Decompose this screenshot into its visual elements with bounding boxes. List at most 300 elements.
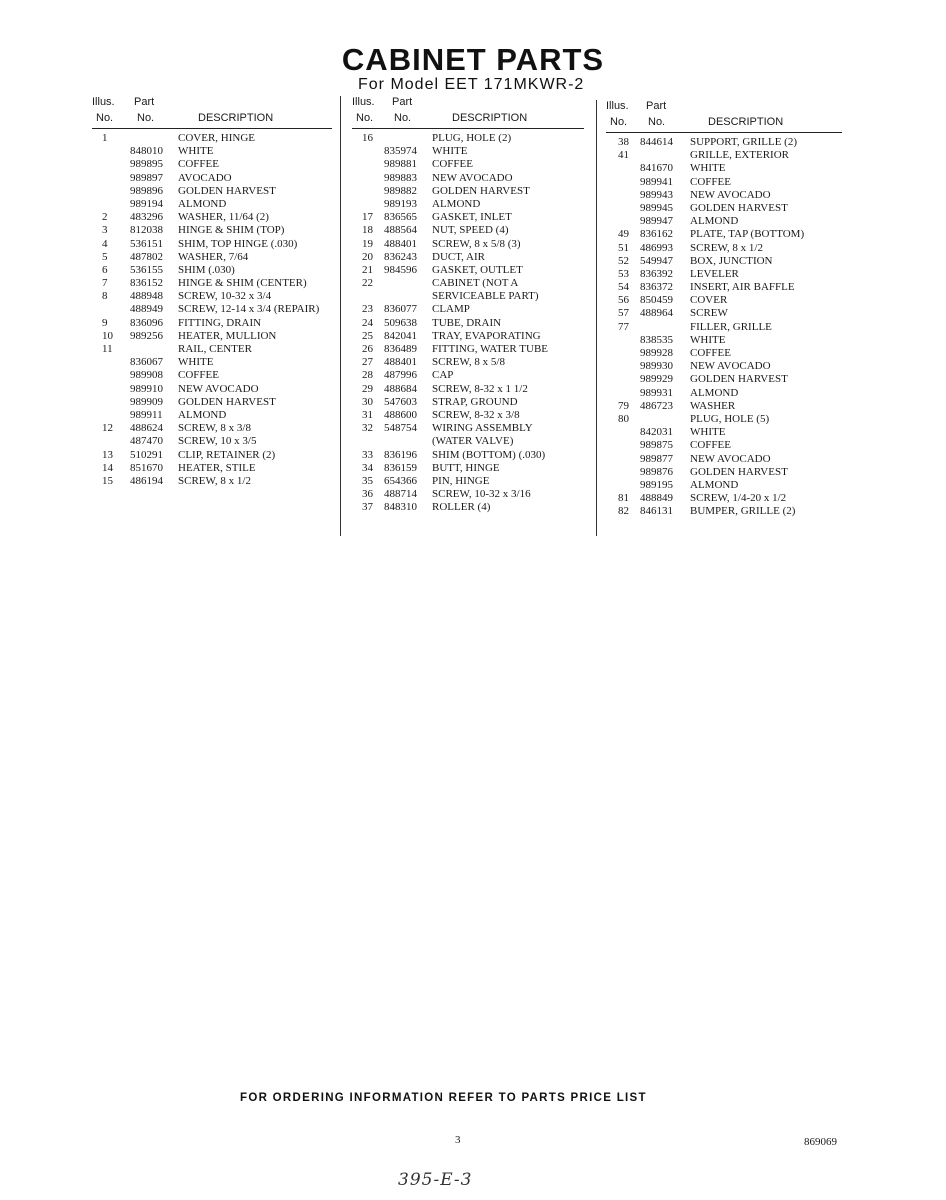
header-illus: Illus.	[606, 100, 629, 112]
table-row	[92, 317, 332, 330]
part-description: ALMOND	[178, 408, 227, 421]
illus-number: 57	[618, 307, 629, 320]
table-row	[92, 330, 332, 343]
illus-number: 15	[102, 474, 113, 487]
table-row	[352, 224, 584, 237]
part-description: COFFEE	[690, 439, 731, 452]
table-row	[92, 369, 332, 382]
table-row	[606, 189, 842, 202]
part-number: 483296	[130, 211, 163, 224]
part-description: WHITE	[178, 356, 214, 369]
part-description: NEW AVOCADO	[690, 452, 771, 465]
part-description: CLAMP	[432, 303, 470, 316]
illus-number: 35	[362, 474, 373, 487]
part-number: 989908	[130, 369, 163, 382]
table-row	[92, 356, 332, 369]
part-description: SCREW, 8 x 3/8	[178, 422, 251, 435]
illus-number: 3	[102, 224, 108, 237]
illus-number: 30	[362, 395, 373, 408]
part-number: 488949	[130, 303, 163, 316]
part-description: AVOCADO	[178, 171, 232, 184]
table-row	[606, 505, 842, 518]
column-divider	[340, 96, 341, 536]
illus-number: 53	[618, 267, 629, 280]
part-description: GOLDEN HARVEST	[178, 395, 276, 408]
table-row	[92, 449, 332, 462]
illus-number: 37	[362, 501, 373, 514]
illus-number: 1	[102, 132, 108, 144]
part-description: STRAP, GROUND	[432, 395, 518, 408]
part-description: ALMOND	[432, 197, 481, 210]
part-description: ALMOND	[690, 478, 739, 491]
table-row	[352, 449, 584, 462]
illus-number: 36	[362, 488, 373, 501]
part-description: SCREW, 10 x 3/5	[178, 435, 257, 448]
part-number: 487996	[384, 369, 417, 382]
illus-number: 4	[102, 237, 108, 250]
part-description: GOLDEN HARVEST	[178, 184, 276, 197]
illus-number: 34	[362, 461, 373, 474]
table-row	[92, 264, 332, 277]
illus-number: 38	[618, 136, 629, 148]
part-description: GASKET, OUTLET	[432, 263, 523, 276]
table-row	[92, 475, 332, 488]
part-description: FILLER, GRILLE	[690, 320, 772, 333]
illus-number: 13	[102, 448, 113, 461]
part-description: CABINET (NOT A	[432, 277, 519, 290]
part-description: SCREW, 8 x 1/2	[690, 241, 763, 254]
table-row	[606, 479, 842, 492]
column-divider	[596, 100, 597, 536]
part-description: COFFEE	[178, 158, 219, 171]
part-description: GOLDEN HARVEST	[432, 184, 530, 197]
column-header	[92, 96, 332, 129]
part-description: SHIM (.030)	[178, 263, 235, 276]
table-row	[606, 439, 842, 452]
part-number: 989195	[640, 478, 673, 491]
table-row	[606, 294, 842, 307]
part-description: COFFEE	[690, 175, 731, 188]
part-number: 536155	[130, 263, 163, 276]
part-description: SCREW, 8 x 5/8	[432, 356, 505, 369]
part-description: SCREW, 8-32 x 3/8	[432, 408, 520, 421]
table-row	[352, 172, 584, 185]
illus-number: 33	[362, 448, 373, 461]
part-number: 488600	[384, 408, 417, 421]
table-row	[92, 211, 332, 224]
part-number: 842031	[640, 426, 673, 439]
table-row	[352, 198, 584, 211]
part-description: HINGE & SHIM (CENTER)	[178, 277, 307, 290]
table-row	[352, 211, 584, 224]
part-number: 836096	[130, 316, 163, 329]
part-number: 989945	[640, 201, 673, 214]
part-description: COFFEE	[690, 347, 731, 359]
table-row	[606, 215, 842, 228]
table-row	[92, 383, 332, 396]
table-row	[92, 435, 332, 448]
part-number: 488684	[384, 382, 417, 395]
illus-number: 17	[362, 211, 373, 224]
part-number: 836565	[384, 211, 417, 224]
part-description: PIN, HINGE	[432, 474, 490, 487]
part-description: RAIL, CENTER	[178, 343, 252, 355]
table-row	[352, 330, 584, 343]
part-number: 850459	[640, 294, 673, 307]
handwritten-note: 395-E-3	[398, 1170, 473, 1190]
table-row	[352, 383, 584, 396]
illus-number: 6	[102, 263, 108, 276]
part-description: SCREW, 12-14 x 3/4 (REPAIR)	[178, 303, 320, 316]
illus-number: 20	[362, 250, 373, 263]
part-number: 989895	[130, 158, 163, 171]
part-number: 836392	[640, 267, 673, 280]
part-number: 488401	[384, 237, 417, 250]
part-number: 989929	[640, 373, 673, 386]
part-number: 989928	[640, 347, 673, 359]
part-description: WHITE	[178, 145, 214, 158]
part-description: WASHER, 11/64 (2)	[178, 211, 269, 224]
part-description: WHITE	[690, 162, 726, 175]
part-description: INSERT, AIR BAFFLE	[690, 281, 795, 294]
part-description: SCREW, 1/4-20 x 1/2	[690, 492, 787, 505]
part-number: 488714	[384, 488, 417, 501]
table-row	[606, 387, 842, 400]
column-header	[606, 100, 842, 133]
part-number: 984596	[384, 263, 417, 276]
part-description: DUCT, AIR	[432, 250, 485, 263]
part-description: BOX, JUNCTION	[690, 254, 773, 267]
illus-number: 8	[102, 290, 108, 303]
part-description: WIRING ASSEMBLY	[432, 422, 533, 435]
part-number: 842041	[384, 329, 417, 342]
part-description: LEVELER	[690, 267, 739, 280]
illus-number: 24	[362, 316, 373, 329]
part-number: 836152	[130, 277, 163, 290]
table-row	[606, 466, 842, 479]
part-description: WHITE	[432, 145, 468, 158]
part-number: 848310	[384, 501, 417, 514]
part-number: 488624	[130, 422, 163, 435]
header-part-no: No.	[648, 116, 666, 128]
illus-number: 49	[618, 228, 629, 241]
part-description: WHITE	[690, 426, 726, 439]
part-description: SCREW, 10-32 x 3/4	[178, 290, 272, 303]
part-number: 989911	[130, 408, 163, 421]
illus-number: 10	[102, 329, 113, 342]
table-row	[352, 277, 584, 290]
table-row	[92, 303, 332, 316]
table-row	[606, 334, 842, 347]
part-description: WASHER, 7/64	[178, 250, 249, 263]
table-row	[92, 145, 332, 158]
header-description: DESCRIPTION	[198, 112, 274, 124]
table-row	[606, 400, 842, 413]
illus-number: 25	[362, 329, 373, 342]
part-number: 838535	[640, 333, 673, 346]
header-part-no: No.	[137, 112, 155, 124]
illus-number: 56	[618, 294, 629, 307]
illus-number: 21	[362, 263, 373, 276]
part-number: 836372	[640, 281, 673, 294]
part-number: 989875	[640, 439, 673, 452]
ordering-info-footer: FOR ORDERING INFORMATION REFER TO PARTS PRICE LIST	[240, 1092, 647, 1104]
part-description: HINGE & SHIM (TOP)	[178, 224, 285, 237]
table-row	[606, 360, 842, 373]
illus-number: 54	[618, 281, 629, 294]
illus-number: 23	[362, 303, 373, 316]
part-description: BUMPER, GRILLE (2)	[690, 505, 796, 518]
model-subtitle: For Model EET 171MKWR-2	[358, 76, 585, 93]
part-description: CAP	[432, 369, 454, 382]
table-row	[92, 343, 332, 356]
part-description: HEATER, MULLION	[178, 329, 277, 342]
part-number: 989883	[384, 171, 417, 184]
table-row	[352, 145, 584, 158]
part-number: 487802	[130, 250, 163, 263]
table-row	[606, 373, 842, 386]
part-description: TRAY, EVAPORATING	[432, 329, 541, 342]
part-description: WHITE	[690, 333, 726, 346]
part-description: CLIP, RETAINER (2)	[178, 448, 276, 461]
part-number: 812038	[130, 224, 163, 237]
illus-number: 2	[102, 211, 108, 224]
part-number: 835974	[384, 145, 417, 158]
part-description: GOLDEN HARVEST	[690, 373, 788, 386]
part-number: 549947	[640, 254, 673, 267]
table-row	[606, 228, 842, 241]
illus-number: 51	[618, 241, 629, 254]
table-row	[92, 290, 332, 303]
part-number: 989930	[640, 360, 673, 373]
table-row	[352, 132, 584, 145]
part-description: GRILLE, EXTERIOR	[690, 149, 789, 162]
part-number: 841670	[640, 162, 673, 175]
illus-number: 82	[618, 505, 629, 518]
part-number: 654366	[384, 474, 417, 487]
table-row	[352, 264, 584, 277]
part-description: WASHER	[690, 399, 736, 412]
part-number: 836196	[384, 448, 417, 461]
illus-number: 41	[618, 149, 629, 162]
table-row	[352, 462, 584, 475]
table-row	[352, 185, 584, 198]
part-description: FITTING, WATER TUBE	[432, 343, 549, 355]
illus-number: 5	[102, 250, 108, 263]
part-number: 836489	[384, 343, 417, 355]
part-description: PLUG, HOLE (2)	[432, 132, 512, 144]
table-row	[92, 172, 332, 185]
illus-number: 19	[362, 237, 373, 250]
table-row	[92, 224, 332, 237]
part-description: ALMOND	[178, 197, 227, 210]
part-number: 488964	[640, 307, 673, 320]
part-number: 486194	[130, 474, 163, 487]
table-row	[606, 136, 842, 149]
table-row	[352, 488, 584, 501]
part-number: 846131	[640, 505, 673, 518]
illus-number: 9	[102, 316, 108, 329]
table-row	[92, 238, 332, 251]
table-row	[92, 185, 332, 198]
part-description: COVER, HINGE	[178, 132, 255, 144]
part-description: NEW AVOCADO	[690, 360, 771, 373]
table-row	[352, 238, 584, 251]
illus-number: 52	[618, 254, 629, 267]
table-row	[92, 422, 332, 435]
part-number: 989947	[640, 215, 673, 228]
table-row	[352, 422, 584, 435]
illus-number: 18	[362, 224, 373, 237]
part-number: 989897	[130, 171, 163, 184]
table-row	[606, 149, 842, 162]
parts-list	[606, 136, 842, 518]
part-number: 989876	[640, 465, 673, 478]
illus-number: 79	[618, 399, 629, 412]
header-illus: Illus.	[92, 96, 115, 108]
header-illus-no: No.	[96, 112, 114, 124]
part-number: 848010	[130, 145, 163, 158]
part-description: SHIM, TOP HINGE (.030)	[178, 237, 298, 250]
table-row	[92, 462, 332, 475]
part-description: PLATE, TAP (BOTTOM)	[690, 228, 805, 241]
part-description: COFFEE	[178, 369, 219, 382]
part-description: NEW AVOCADO	[432, 171, 513, 184]
table-row	[606, 176, 842, 189]
part-description: ROLLER (4)	[432, 501, 491, 514]
table-row	[92, 277, 332, 290]
part-number: 548754	[384, 422, 417, 435]
part-description: NUT, SPEED (4)	[432, 224, 509, 237]
part-number: 989896	[130, 184, 163, 197]
part-description: GASKET, INLET	[432, 211, 512, 224]
part-number: 989877	[640, 452, 673, 465]
table-row	[92, 251, 332, 264]
part-description: GOLDEN HARVEST	[690, 465, 788, 478]
part-description: (WATER VALVE)	[432, 435, 514, 448]
part-number: 989909	[130, 395, 163, 408]
table-row	[352, 251, 584, 264]
part-number: 836162	[640, 228, 673, 241]
header-illus-no: No.	[356, 112, 374, 124]
part-description: ALMOND	[690, 386, 739, 399]
part-number: 989194	[130, 197, 163, 210]
part-number: 509638	[384, 316, 417, 329]
part-description: PLUG, HOLE (5)	[690, 412, 770, 425]
part-number: 536151	[130, 237, 163, 250]
header-description: DESCRIPTION	[452, 112, 528, 124]
part-number: 488564	[384, 224, 417, 237]
parts-list	[92, 132, 332, 488]
table-row	[92, 409, 332, 422]
part-number: 844614	[640, 136, 673, 148]
part-number: 510291	[130, 448, 163, 461]
parts-column-1	[92, 96, 332, 488]
table-row	[606, 492, 842, 505]
part-description: GOLDEN HARVEST	[690, 201, 788, 214]
illus-number: 7	[102, 277, 108, 290]
part-description: COVER	[690, 294, 728, 307]
parts-column-2	[352, 96, 584, 514]
part-number: 488849	[640, 492, 673, 505]
header-illus-no: No.	[610, 116, 628, 128]
table-row	[352, 475, 584, 488]
parts-column-3	[606, 100, 842, 518]
part-number: 989881	[384, 158, 417, 171]
header-part: Part	[646, 100, 667, 112]
column-header	[352, 96, 584, 129]
table-row	[606, 321, 842, 334]
illus-number: 12	[102, 422, 113, 435]
illus-number: 32	[362, 422, 373, 435]
illus-number: 26	[362, 343, 373, 355]
header-part: Part	[392, 96, 413, 108]
table-row	[606, 453, 842, 466]
table-row	[606, 255, 842, 268]
table-row	[352, 369, 584, 382]
table-row	[352, 501, 584, 514]
table-row	[92, 158, 332, 171]
table-row	[352, 343, 584, 356]
part-description: FITTING, DRAIN	[178, 316, 262, 329]
table-row	[606, 426, 842, 439]
table-row	[606, 162, 842, 175]
table-row	[606, 413, 842, 426]
part-description: TUBE, DRAIN	[432, 316, 502, 329]
part-number: 486993	[640, 241, 673, 254]
table-row	[606, 347, 842, 360]
part-number: 989931	[640, 386, 673, 399]
part-number: 989193	[384, 197, 417, 210]
parts-list	[352, 132, 584, 514]
part-number: 989256	[130, 329, 163, 342]
part-description: BUTT, HINGE	[432, 461, 500, 474]
table-row	[352, 158, 584, 171]
part-description: SCREW, 8 x 1/2	[178, 474, 251, 487]
part-number: 486723	[640, 399, 673, 412]
table-row	[92, 396, 332, 409]
part-number: 836243	[384, 250, 417, 263]
page-number: 3	[455, 1134, 461, 1146]
illus-number: 22	[362, 277, 373, 290]
table-row	[606, 242, 842, 255]
part-description: HEATER, STILE	[178, 461, 256, 474]
illus-number: 77	[618, 320, 629, 333]
illus-number: 14	[102, 461, 113, 474]
part-number: 488948	[130, 290, 163, 303]
header-description: DESCRIPTION	[708, 116, 784, 128]
table-row	[606, 281, 842, 294]
part-description: SCREW, 8-32 x 1 1/2	[432, 382, 528, 395]
part-number: 488401	[384, 356, 417, 369]
header-illus: Illus.	[352, 96, 375, 108]
part-number: 836067	[130, 356, 163, 369]
table-row	[606, 268, 842, 281]
header-part: Part	[134, 96, 155, 108]
part-description: SCREW, 8 x 5/8 (3)	[432, 237, 521, 250]
illus-number: 27	[362, 356, 373, 369]
illus-number: 31	[362, 408, 373, 421]
illus-number: 28	[362, 369, 373, 382]
part-description: SHIM (BOTTOM) (.030)	[432, 448, 546, 461]
illus-number: 80	[618, 412, 629, 425]
table-row	[606, 307, 842, 320]
table-row	[352, 290, 584, 303]
table-row	[352, 409, 584, 422]
part-number: 989941	[640, 175, 673, 188]
part-number: 836159	[384, 461, 417, 474]
table-row	[92, 132, 332, 145]
